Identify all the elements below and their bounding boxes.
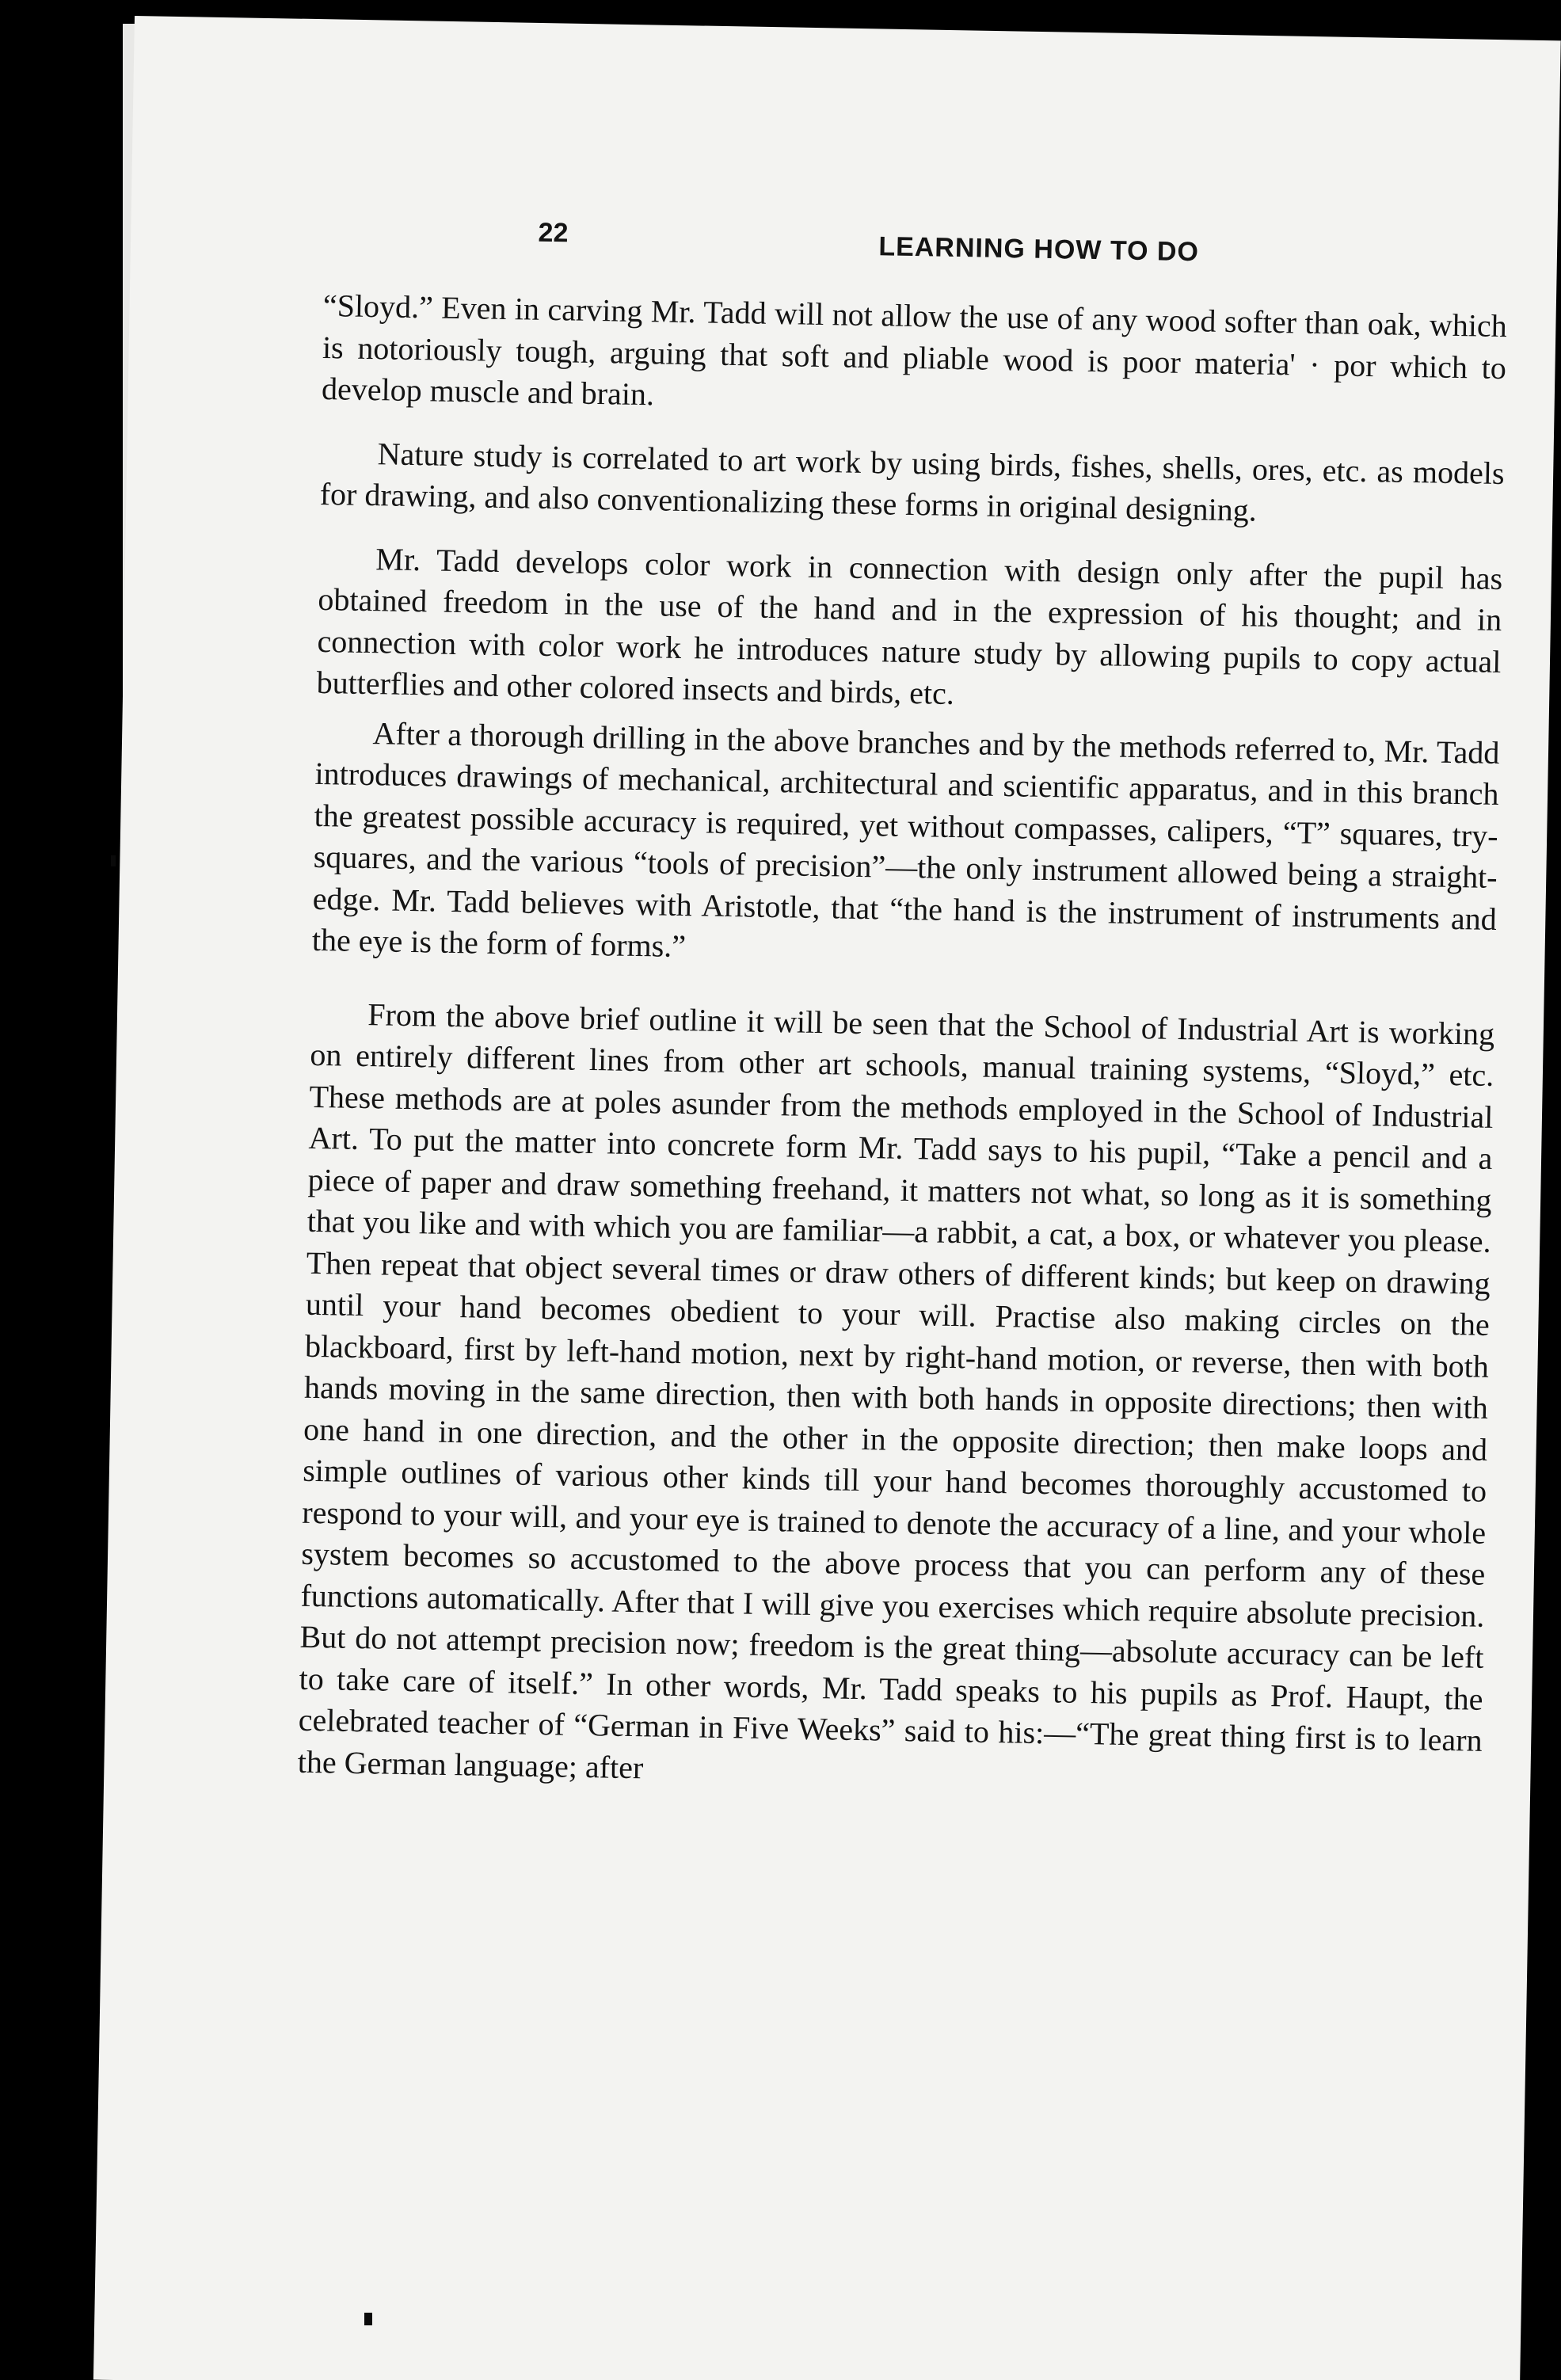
paragraph: “Sloyd.” Even in carving Mr. Tadd will not allow the use of any wood softer than oak, which is notoriously tough, arguing that soft and pliable wood is poor materia' · por which to develop muscle and brain.: [321, 287, 1508, 413]
page-number: 22: [538, 217, 569, 249]
page-corner-fragment: [139, 2273, 162, 2329]
paragraph: From the above brief outline it will be seen that the School of Industrial Art is working on entirely different lines from other art schools, manual training systems, “Sloyd,” etc. These methods are at poles asunder from the methods employed in the School of Industrial Art. To put the matter into concrete form Mr. Tadd says to his pupil, “Take a pencil and a piece of paper and draw something freehand, it matters not what, so long as it is something that you like and with which you are familiar—a rabbit, a cat, a box, or whatever you please. Then repeat that object several times or draw others of different kinds; but keep on drawing until your hand becomes obedient to your will. Practise also making circles on the blackboard, first by left-hand motion, next by right-hand motion, or reverse, then with both hands moving in the same direction, then with both hands in opposite directions; then with one hand in one direction, and the other in the opposite direction; then make loops and simple outlines of various other kinds till your hand becomes thoroughly accustomed to respond to your will, and your eye is trained to denote the accuracy of a line, and your whole system becomes so accustomed to the above process that you can perform any of these functions automatically. After that I will give you exercises which require absolute precision. But do not attempt precision now; freedom is the great thing—absolute accuracy can be left to take care of itself.” In other words, Mr. Tadd speaks to his pupils as Prof. Haupt, the celebrated teacher of “German in Five Weeks” said to his:—“The great thing first is to learn the German language; after: [297, 996, 1495, 1785]
paragraph: After a thorough drilling in the above branches and by the methods referred to, Mr. Tadd introduces drawings of mechanical, architectural and scientific apparatus, and in this branch the greatest possible accuracy is required, yet without compasses, calipers, “T” squares, try-squares, and the various “tools of precision”—the only instrument allowed being a straight-edge. Mr. Tadd believes with Aristotle, that “the hand is the instrument of instruments and the eye is the form of forms.”: [311, 714, 1500, 965]
scan-speck: [111, 855, 116, 866]
paragraph: Nature study is correlated to art work by using birds, fishes, shells, ores, etc. as models for drawing, and also conventionalizing these forms in original designing.: [319, 435, 1505, 528]
scan-speck: [364, 2313, 372, 2325]
paragraph: Mr. Tadd develops color work in connection with design only after the pupil has obtained freedom in the use of the hand and in the expression of his thought; and in connection with color work he introduces nature study by allowing pupils to copy actual butterflies and other colored insects and birds, etc.: [316, 540, 1503, 711]
running-head: LEARNING HOW TO DO: [878, 231, 1200, 268]
page-text: [297, 214, 1509, 1826]
